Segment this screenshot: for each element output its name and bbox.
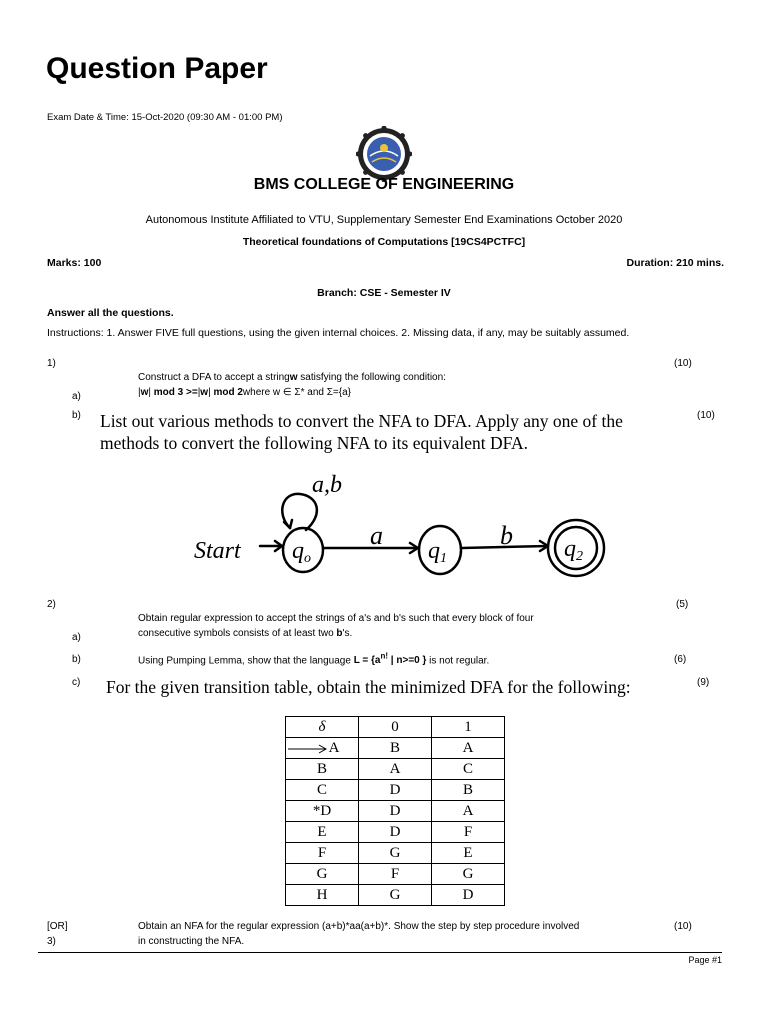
table-header-cell: 1 [432, 717, 505, 738]
table-cell: G [359, 843, 432, 864]
q1-label: q1 [428, 538, 447, 566]
q2b-prefix: Using Pumping Lemma, show that the language [138, 655, 354, 667]
q1-number: 1) [47, 358, 56, 369]
table-cell: D [359, 822, 432, 843]
table-cell: *D [286, 801, 359, 822]
table-cell: E [432, 843, 505, 864]
table-row [286, 801, 505, 822]
q1a-line1 [138, 372, 446, 383]
table-cell: C [432, 759, 505, 780]
q2a-label: a) [72, 632, 81, 643]
page-title: Question Paper [46, 52, 268, 85]
table-cell-start-state: A [286, 738, 359, 759]
transition-table [285, 716, 505, 906]
total-marks: Marks: 100 [47, 257, 102, 269]
q1a-w: w [140, 387, 149, 398]
q1a-bar: | [138, 387, 141, 398]
table-cell: D [432, 885, 505, 906]
table-cell: G [432, 864, 505, 885]
edge1-label: a [370, 521, 383, 550]
q1a-line1-bold: w [289, 372, 298, 383]
table-cell: D [359, 801, 432, 822]
q1a-label: a) [72, 391, 81, 402]
or-label: [OR] [47, 921, 68, 932]
affiliation-line: Autonomous Institute Affiliated to VTU, Supplementary Semester End Examinations October 2020 [145, 214, 623, 226]
table-header-cell: δ [286, 717, 359, 738]
q1a-line2 [138, 387, 351, 398]
q2b-formula: $L = \{a^{n!}$ | n>=0 } [353, 652, 427, 667]
q1a-alphabet: where w ∈ Σ* and Σ={a} [242, 387, 352, 398]
exam-duration: Duration: 210 mins. [626, 257, 724, 269]
answer-all-note: Answer all the questions. [47, 307, 174, 319]
state-q2-outer [548, 520, 604, 576]
footer-divider [38, 952, 722, 953]
q1a-mod3: mod 3 >= [153, 387, 198, 398]
table-cell: G [359, 885, 432, 906]
q2-number: 2) [47, 599, 56, 610]
table-header-row [286, 717, 505, 738]
q2c-label: c) [72, 677, 81, 688]
q1a-bar: | [148, 387, 154, 398]
q2c-marks: (9) [697, 677, 710, 688]
q2b-label: b) [72, 654, 81, 665]
table-cell: A [432, 801, 505, 822]
q1a-mod2: mod 2 [213, 387, 243, 398]
table-row [286, 738, 505, 759]
table-cell: F [432, 822, 505, 843]
branch-semester: Branch: CSE - Semester IV [317, 287, 451, 299]
q3-line1: Obtain an NFA for the regular expression (a+b)*aa(a+b)*. Show the step by step procedure involved [138, 921, 580, 932]
q1a-bar: | [208, 387, 214, 398]
q2a-line2-prefix: consecutive symbols consists of at least two [138, 628, 337, 639]
table-cell: E [286, 822, 359, 843]
q3-marks: (10) [674, 921, 692, 932]
table-cell: A [359, 759, 432, 780]
q3-number: 3) [47, 936, 56, 947]
college-logo [356, 126, 412, 182]
table-row [286, 843, 505, 864]
q0-label: qo [292, 538, 311, 566]
q1b-label: b) [72, 410, 81, 421]
state-q1 [419, 526, 461, 574]
q2b-suffix: is not regular. [426, 655, 490, 667]
q1b-line2: methods to convert the following NFA to its equivalent DFA. [100, 433, 529, 453]
table-header-cell: 0 [359, 717, 432, 738]
q2b-marks: (6) [674, 654, 687, 665]
q2b-text [138, 652, 489, 666]
q2a-marks: (5) [676, 599, 689, 610]
college-name: BMS COLLEGE OF ENGINEERING [253, 176, 515, 193]
nfa-diagram [190, 462, 610, 592]
instructions: Instructions: 1. Answer FIVE full questions, using the given internal choices. 2. Missing data, if any, may be suitably assumed. [47, 327, 630, 339]
table-cell: B [432, 780, 505, 801]
q1a-w: w [200, 387, 209, 398]
table-cell: B [359, 738, 432, 759]
table-row [286, 780, 505, 801]
q2-label: q2 [564, 536, 583, 564]
table-row [286, 759, 505, 780]
q3-line2: in constructing the NFA. [138, 936, 245, 947]
table-cell: H [286, 885, 359, 906]
table-cell: G [286, 864, 359, 885]
course-title: Theoretical foundations of Computations [19CS4PCTFC] [242, 236, 526, 248]
table-cell: D [359, 780, 432, 801]
table-cell: F [286, 843, 359, 864]
table-cell: F [359, 864, 432, 885]
q1b-line1: List out various methods to convert the NFA to DFA. Apply any one of the [100, 411, 623, 431]
q2a-line2-bold: b [336, 628, 343, 639]
table-cell: C [286, 780, 359, 801]
q2c-text: For the given transition table, obtain the minimized DFA for the following: [106, 677, 631, 697]
q1a-line1-suffix: satisfying the following condition: [297, 372, 446, 383]
table-cell: A [432, 738, 505, 759]
edge2-label: b [500, 521, 513, 550]
q1a-marks: (10) [674, 358, 692, 369]
start-label: Start [194, 538, 241, 564]
q2a-line1: Obtain regular expression to accept the strings of a's and b's such that every block of four [138, 613, 534, 624]
q1b-marks: (10) [697, 410, 715, 421]
loop-label: a,b [312, 472, 342, 498]
table-row [286, 822, 505, 843]
table-row [286, 885, 505, 906]
exam-date: Exam Date & Time: 15-Oct-2020 (09:30 AM - 01:00 PM) [47, 112, 283, 123]
page-number: Page #1 [688, 955, 722, 965]
table-row [286, 864, 505, 885]
q2a-line2-suffix: 's. [342, 628, 353, 639]
q1a-line1-prefix: Construct a DFA to accept a string [138, 372, 290, 383]
q1a-bar: | [197, 387, 201, 398]
q2a-line2 [138, 628, 352, 639]
table-cell: B [286, 759, 359, 780]
start-state-arrow-icon [288, 744, 328, 754]
